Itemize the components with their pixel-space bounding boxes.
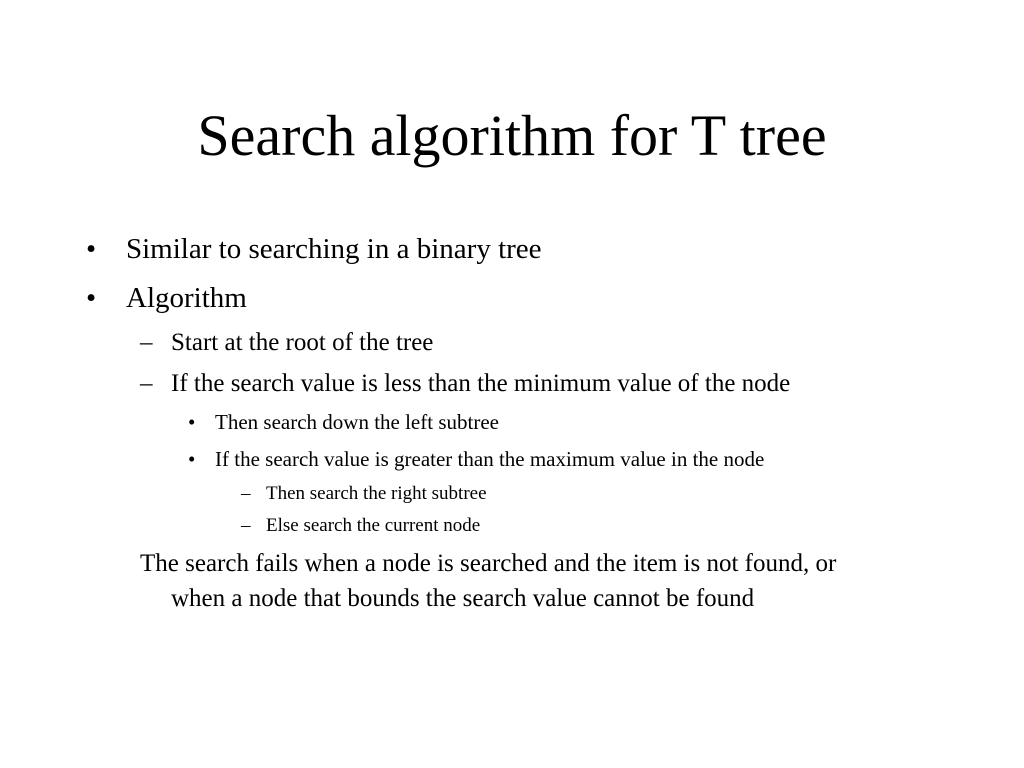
bullet-item-similar-binary-tree: Similar to searching in a binary tree — [126, 233, 542, 265]
bullet-marker: • — [188, 447, 196, 471]
slide-title: Search algorithm for T tree — [197, 103, 827, 168]
paragraph-line-1: The search fails when a node is searched and the item is not found, or — [140, 550, 837, 577]
sub-item-less-than-minimum: If the search value is less than the minimum value of the node — [171, 370, 791, 397]
dash-marker: – — [241, 483, 251, 504]
sub-sub-item-greater-than-maximum: If the search value is greater than the maximum value in the node — [215, 447, 765, 471]
sub-sub-item-left-subtree: Then search down the left subtree — [215, 410, 499, 434]
paragraph-line-2: when a node that bounds the search value cannot be found — [171, 585, 755, 612]
bullet-item-algorithm: Algorithm — [126, 282, 247, 314]
level4-item-current-node: Else search the current node — [266, 515, 481, 536]
dash-marker: – — [140, 370, 153, 397]
bullet-marker: • — [86, 282, 97, 314]
bullet-marker: • — [188, 410, 196, 434]
sub-item-start-root: Start at the root of the tree — [171, 329, 434, 356]
dash-marker: – — [140, 329, 153, 356]
level4-item-right-subtree: Then search the right subtree — [266, 483, 487, 504]
bullet-marker: • — [86, 233, 97, 265]
dash-marker: – — [241, 515, 251, 536]
